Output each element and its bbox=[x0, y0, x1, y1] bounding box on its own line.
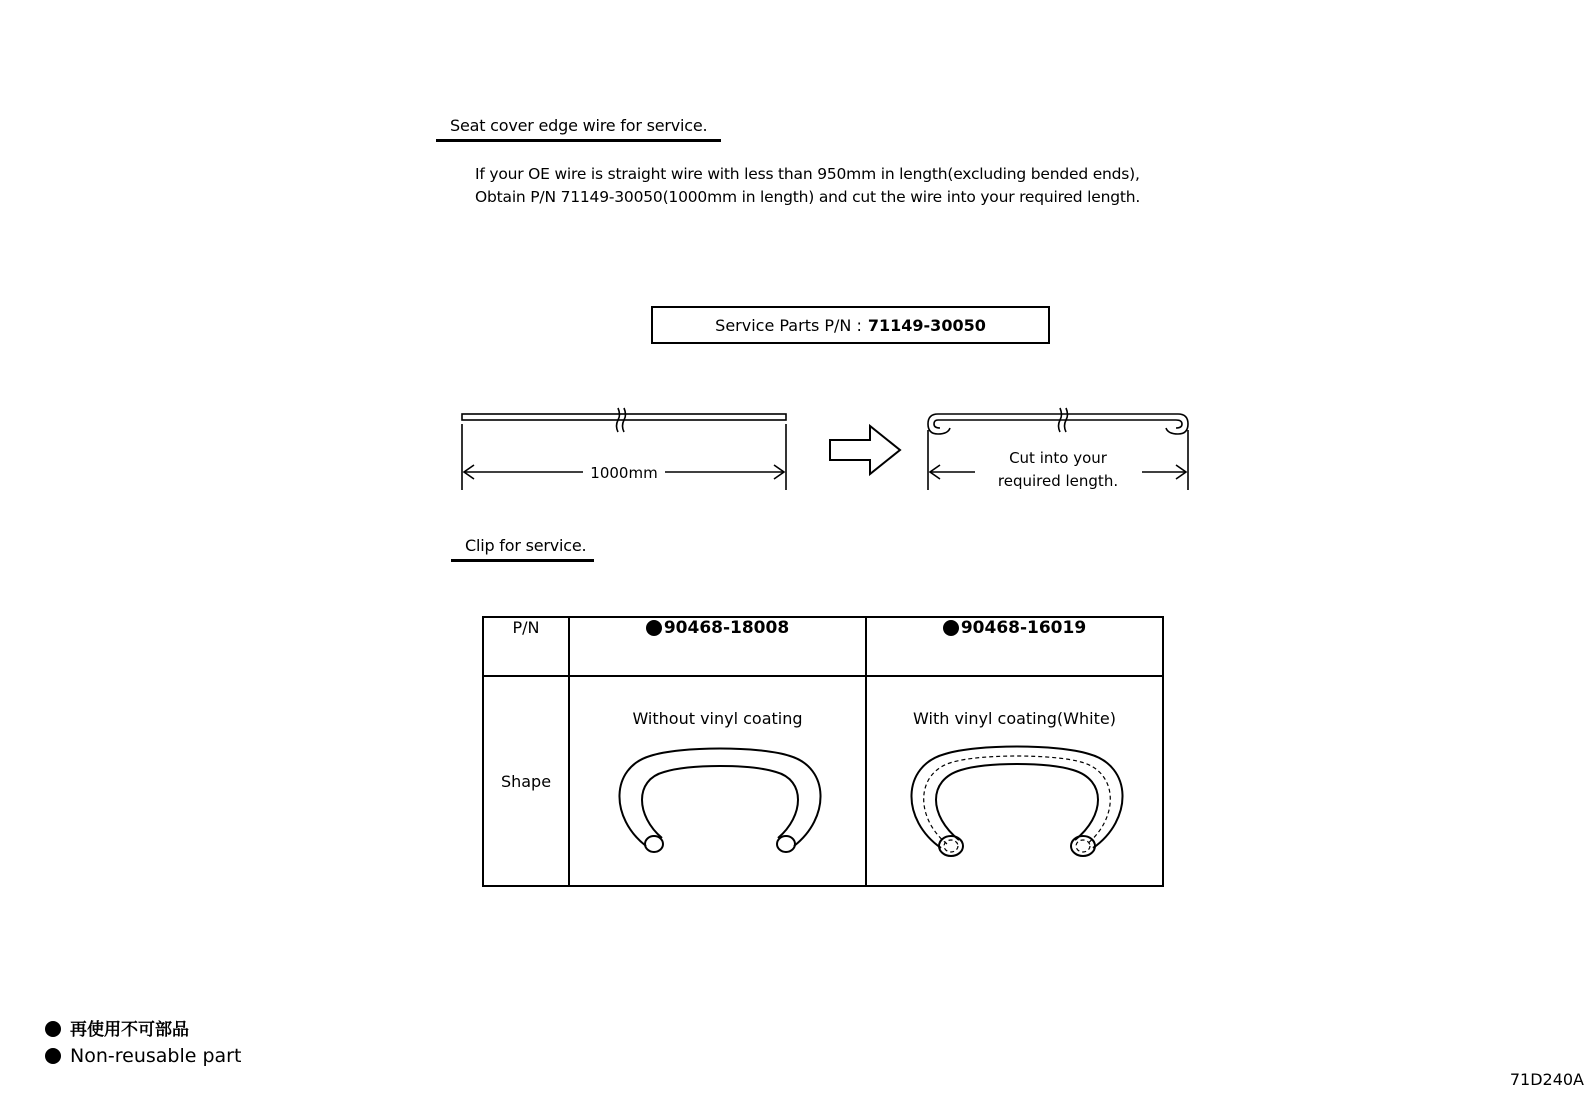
non-reusable-dot-icon bbox=[943, 620, 959, 636]
figure-code: 71D240A bbox=[1509, 1070, 1584, 1089]
non-reusable-dot-icon bbox=[45, 1048, 61, 1064]
service-part-number: 71149-30050 bbox=[867, 315, 986, 335]
clip-1-pn-cell bbox=[569, 617, 866, 676]
clip-1-shape-cell bbox=[569, 676, 866, 886]
clip-2-caption: With vinyl coating(White) bbox=[913, 709, 1116, 728]
clip-1-part-number: 90468-18008 bbox=[663, 618, 790, 638]
table-row-shape bbox=[483, 676, 1163, 886]
table-row-pn bbox=[483, 617, 1163, 676]
wire-instructions-line-2: Obtain P/N 71149-30050(1000mm in length) and cut the wire into your required length. bbox=[475, 188, 1141, 206]
service-part-label: Service Parts P/N : bbox=[715, 315, 862, 335]
clip-2-part-number: 90468-16019 bbox=[960, 618, 1087, 638]
legend-en-label: Non-reusable part bbox=[70, 1045, 242, 1067]
service-part-number-box bbox=[651, 306, 1050, 344]
wire-section-heading: Seat cover edge wire for service. bbox=[436, 116, 721, 142]
clip-section-heading: Clip for service. bbox=[451, 536, 594, 562]
wire-diagram bbox=[450, 400, 1200, 500]
non-reusable-dot-icon bbox=[45, 1021, 61, 1037]
arrow-right-icon bbox=[830, 426, 900, 474]
pn-header-cell: P/N bbox=[483, 617, 569, 676]
clip-1-caption: Without vinyl coating bbox=[632, 709, 803, 728]
clip-coated-drawing bbox=[867, 728, 1162, 868]
clip-2-pn-cell bbox=[866, 617, 1163, 676]
clip-uncoated-drawing bbox=[570, 728, 865, 868]
non-reusable-dot-icon bbox=[646, 620, 662, 636]
wire-instructions-line-1: If your OE wire is straight wire with less than 950mm in length(excluding bended ends), bbox=[475, 165, 1140, 183]
legend bbox=[45, 1016, 241, 1069]
legend-row-en bbox=[45, 1043, 241, 1069]
wire-instructions bbox=[475, 163, 1140, 209]
legend-row-jp bbox=[45, 1016, 241, 1043]
wire-length-label: 1000mm bbox=[590, 464, 658, 482]
legend-jp-label: 再使用不可部品 bbox=[70, 1020, 189, 1040]
cut-label-line-1: Cut into your bbox=[1009, 449, 1107, 467]
clip-table bbox=[482, 616, 1164, 887]
clip-2-shape-cell bbox=[866, 676, 1163, 886]
cut-label-line-2: required length. bbox=[997, 472, 1119, 490]
shape-header-cell: Shape bbox=[483, 676, 569, 886]
